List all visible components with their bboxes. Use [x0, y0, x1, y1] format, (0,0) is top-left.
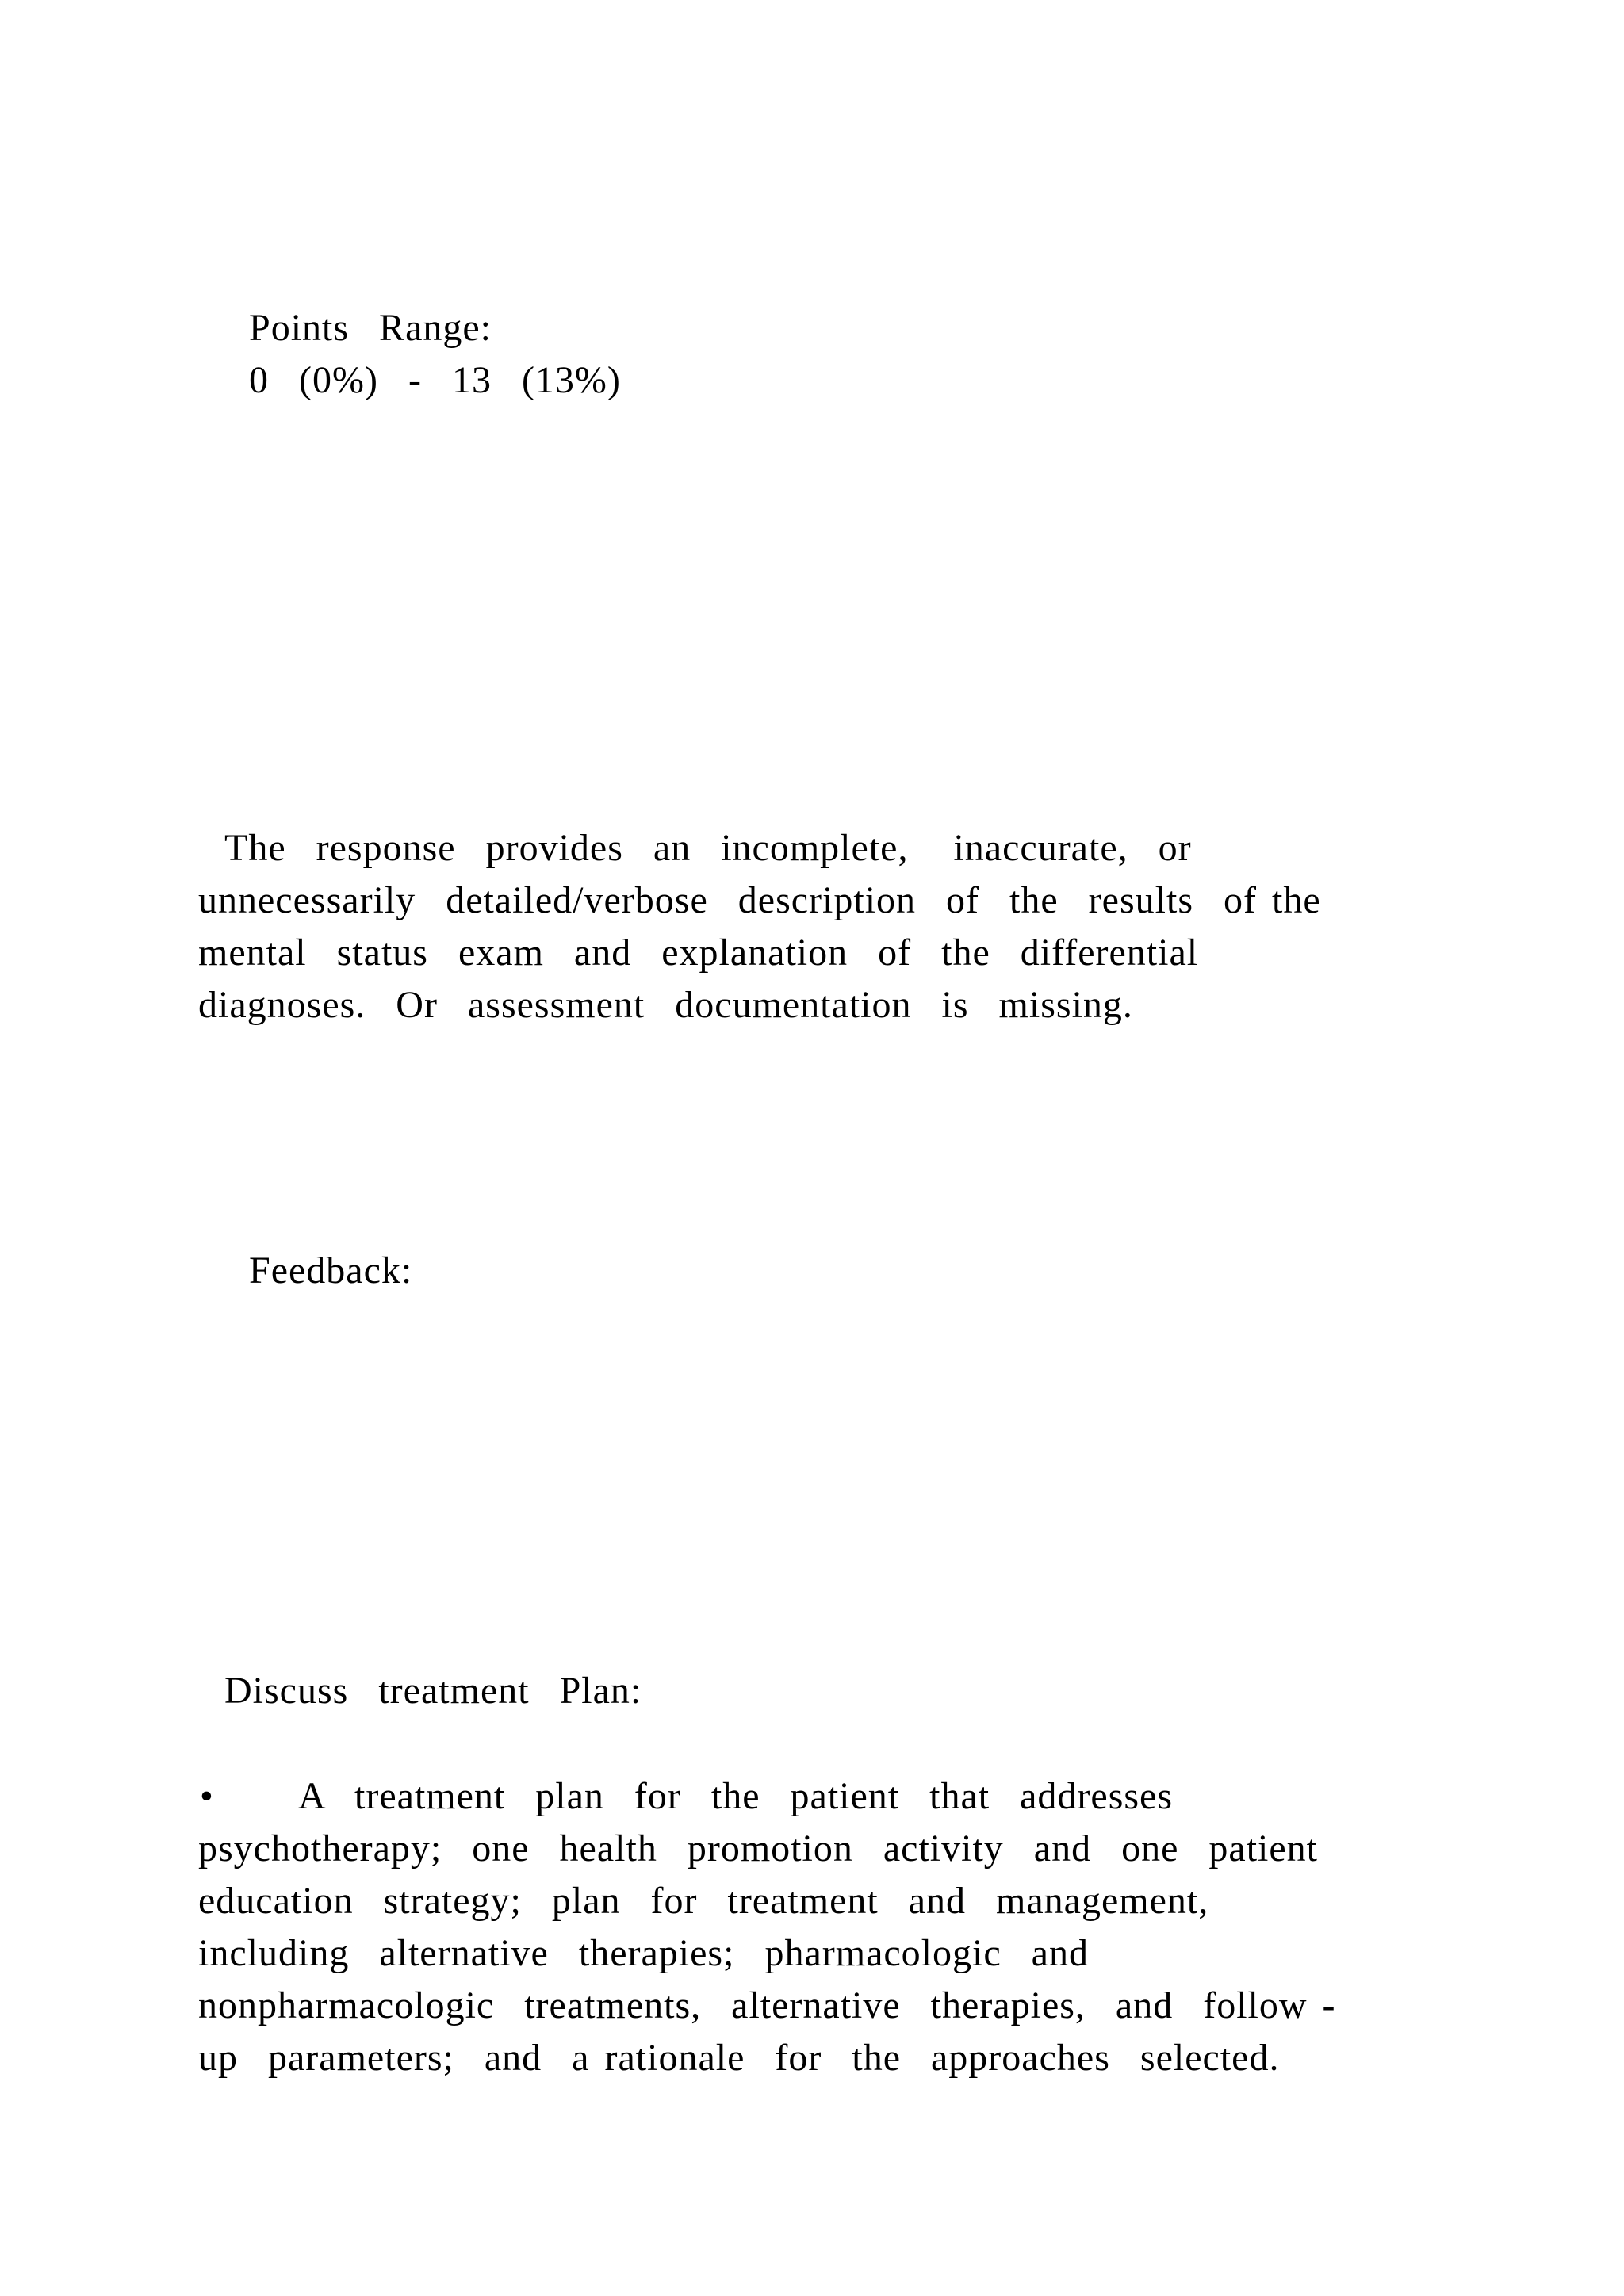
description-line: diagnoses. Or assessment documentation is missing. — [198, 984, 1133, 1026]
feedback-label: Feedback: — [249, 1249, 413, 1292]
points-range-value: 0 (0%) - 13 (13%) — [249, 359, 621, 401]
treatment-paragraph — [198, 1770, 1336, 2084]
treatment-line: A treatment plan for the patient that addresses — [298, 1775, 1174, 1817]
treatment-line: nonpharmacologic treatments, alternative therapies, and follow - — [198, 1984, 1336, 2026]
description-line: mental status exam and explanation of the differential — [198, 932, 1199, 974]
treatment-line: including alternative therapies; pharmacologic and — [198, 1932, 1089, 1974]
bullet-icon: • — [200, 1775, 213, 1817]
treatment-line: up parameters; and a rationale for the approaches selected. — [198, 2037, 1280, 2079]
points-range-label: Points Range: — [249, 307, 492, 349]
description-line: The response provides an incomplete, inaccurate, or — [224, 827, 1192, 869]
treatment-line: psychotherapy; one health promotion activity and one patient — [198, 1827, 1319, 1869]
description-line: unnecessarily detailed/verbose description of the results of the — [198, 879, 1321, 921]
description-paragraph — [198, 822, 1321, 1031]
treatment-heading: Discuss treatment Plan: — [224, 1670, 642, 1712]
treatment-line: education strategy; plan for treatment and management, — [198, 1880, 1209, 1922]
